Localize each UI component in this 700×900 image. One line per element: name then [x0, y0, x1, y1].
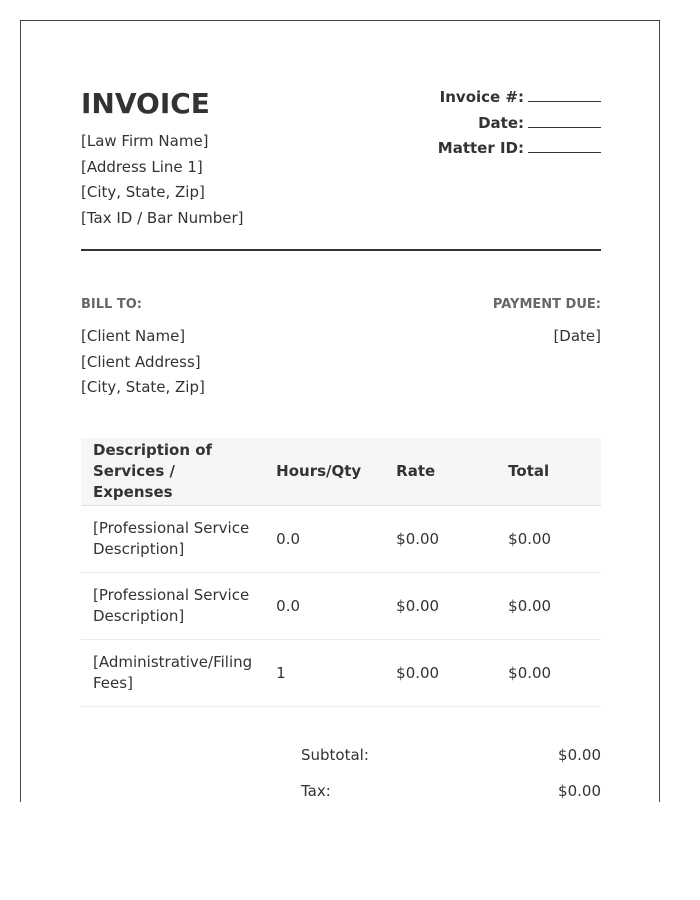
invoice-sheet — [20, 20, 660, 802]
table-header-row — [81, 438, 601, 506]
client-address: [Client Address] — [81, 352, 201, 371]
firm-name: [Law Firm Name] — [81, 132, 209, 150]
row-rate: $0.00 — [384, 506, 496, 573]
invoice-date-row — [438, 111, 601, 137]
row-rate: $0.00 — [384, 640, 496, 707]
invoice-meta — [438, 85, 601, 162]
row-total: $0.00 — [496, 573, 601, 640]
row-total: $0.00 — [496, 640, 601, 707]
row-description: [Professional Service Description] — [81, 506, 264, 573]
subtotal-value: $0.00 — [558, 746, 601, 764]
matter-id-row — [438, 136, 601, 162]
row-description: [Professional Service Description] — [81, 573, 264, 640]
bill-to-block — [81, 297, 205, 401]
payment-due-label: PAYMENT DUE: — [492, 297, 601, 312]
totals-block — [301, 741, 601, 802]
tax-value: $0.00 — [558, 782, 601, 800]
row-qty: 1 — [264, 640, 384, 707]
row-rate: $0.00 — [384, 573, 496, 640]
client-city-state-zip: [City, State, Zip] — [81, 378, 205, 396]
row-description: [Administrative/Filing Fees] — [81, 640, 264, 707]
table-row — [81, 640, 601, 707]
subtotal-label: Subtotal: — [301, 746, 369, 764]
invoice-date-label: Date: — [478, 113, 524, 132]
header-hours-qty: Hours/Qty — [264, 438, 384, 506]
row-total: $0.00 — [496, 506, 601, 573]
invoice-number-field[interactable] — [528, 86, 601, 102]
firm-tax-id: [Tax ID / Bar Number] — [81, 208, 244, 227]
header-description: Description of Services / Expenses — [81, 438, 264, 506]
bill-to-label: BILL TO: — [81, 297, 142, 312]
table-row — [81, 573, 601, 640]
firm-details — [81, 129, 243, 231]
payment-due-block — [493, 297, 601, 350]
invoice-number-label: Invoice #: — [439, 88, 524, 106]
invoice-number-row — [438, 85, 601, 111]
firm-city-state-zip: [City, State, Zip] — [81, 183, 205, 201]
table-row — [81, 506, 601, 573]
client-name: [Client Name] — [81, 327, 186, 345]
header-rate: Rate — [384, 438, 496, 506]
subtotal-row — [301, 741, 601, 777]
invoice-title: INVOICE — [81, 87, 210, 120]
tax-label: Tax: — [301, 782, 331, 800]
matter-id-field[interactable] — [528, 137, 601, 153]
firm-address: [Address Line 1] — [81, 157, 203, 176]
header-divider — [81, 249, 601, 251]
line-items-table — [81, 438, 601, 707]
header-total: Total — [496, 438, 601, 506]
tax-row — [301, 777, 601, 802]
invoice-date-field[interactable] — [528, 112, 601, 128]
row-qty: 0.0 — [264, 506, 384, 573]
row-qty: 0.0 — [264, 573, 384, 640]
matter-id-label: Matter ID: — [437, 139, 524, 157]
payment-due-date: [Date] — [553, 327, 601, 345]
